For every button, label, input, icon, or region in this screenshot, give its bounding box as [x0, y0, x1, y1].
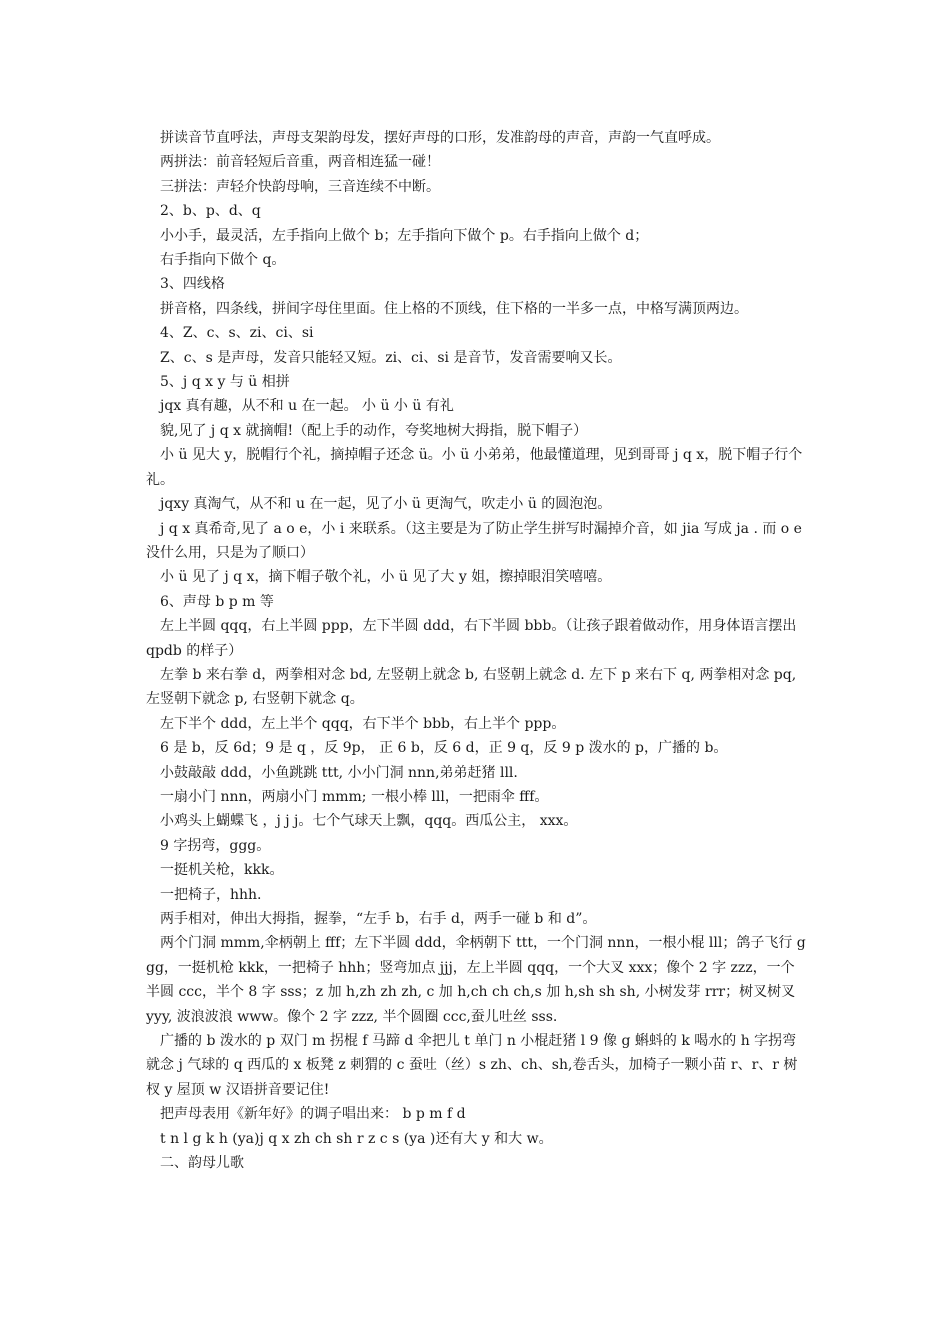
paragraph-10: Z、c、s 是声母，发音只能轻又短。zi、ci、si 是音节，发音需要响又长。 [160, 349, 622, 366]
paragraph-25: 小鸡头上蝴蝶飞 ，j j j。七个气球天上飘，qqq。西瓜公主， xxx。 [160, 813, 578, 830]
paragraph-4: 2、b、p、d、q [160, 203, 261, 220]
paragraph-23: 小鼓敲敲 ddd，小鱼跳跳 ttt, 小小门洞 nnn,弟弟赶猪 lll. [160, 764, 518, 781]
paragraph-33: t n l g k h (ya)j q x zh ch sh r z c s (ya )还有大 y 和大 w。 [160, 1130, 553, 1147]
paragraph-32: 把声母表用《新年好》的调子唱出来： b p m f d [160, 1106, 466, 1123]
paragraph-30: 两个门洞 mmm,伞柄朝上 fff；左下半圆 ddd，伞柄朝下 ttt，一个门洞 nnn，一根小棍 lll；鸽子飞行 ggg，一挺机枪 kkk，一把椅子 hhh；竖弯加点 jjj，左上半圆 qqq，一个大叉 xxx；像个 2 字 zzz，一个半圆 ccc，半个 8 字 sss；z 加 h,zh zh zh, c 加 h,ch ch ch,s 加 h,sh sh sh, 小树发芽 rrr；树叉树叉 yyy, 波浪波浪 www。像个 2 字 zzz, 半个圆圈 ccc,蚕儿吐丝 sss. [146, 935, 806, 1025]
paragraph-17: 小 ü 见了 j q x，摘下帽子敬个礼，小 ü 见了大 y 姐，擦掉眼泪笑嘻嘻。 [160, 569, 612, 586]
paragraph-31: 广播的 b 泼水的 p 双门 m 拐棍 f 马蹄 d 伞把儿 t 单门 n 小棍赶猪 l 9 像 g 蝌蚪的 k 喝水的 h 字拐弯就念 j 气球的 q 西瓜的 x 板凳 z 刺猬的 c 蚕吐（丝）s zh、ch、sh,卷舌头，加椅子一颗小苗 r、r、r 树杈 y 屋顶 w 汉语拼音要记住! [146, 1033, 798, 1098]
paragraph-15: jqxy 真淘气，从不和 u 在一起，见了小 ü 更淘气，吹走小 ü 的圆泡泡。 [160, 496, 612, 513]
paragraph-1: 拼读音节直呼法，声母支架韵母发，摆好声母的口形，发准韵母的声音，声韵一气直呼成。 [160, 130, 720, 146]
paragraph-21: 左下半个 ddd，左上半个 qqq，右下半个 bbb，右上半个 ppp。 [160, 715, 566, 732]
paragraph-22: 6 是 b，反 6d；9 是 q ，反 9p， 正 6 b，反 6 d，正 9 q，反 9 p 泼水的 p，广播的 b。 [160, 740, 728, 757]
paragraph-5: 小小手，最灵活，左手指向上做个 b；左手指向下做个 p。右手指向上做个 d； [160, 227, 649, 244]
paragraph-28: 一把椅子，hhh. [160, 886, 262, 903]
paragraph-13: 貌,见了 j q x 就摘帽!（配上手的动作，夸奖地树大拇指，脱下帽子） [160, 422, 588, 439]
paragraph-11: 5、j q x y 与 ü 相拼 [160, 374, 290, 391]
paragraph-3: 三拼法：声轻介快韵母响，三音连续不中断。 [160, 178, 440, 195]
paragraph-16: j q x 真希奇,见了 a o e，小 i 来联系。（这主要是为了防止学生拼写时漏掉介音，如 jia 写成 ja . 而 o e 没什么用，只是为了顺口） [146, 520, 802, 561]
paragraph-7: 3、四线格 [160, 276, 225, 293]
document-body [146, 126, 806, 1175]
paragraph-8: 拼音格，四条线，拼间字母住里面。住上格的不顶线，住下格的一半多一点，中格写满顶两边。 [160, 300, 748, 317]
paragraph-26: 9 字拐弯，ggg。 [160, 837, 271, 854]
paragraph-29: 两手相对，伸出大拇指，握拳，“左手 b，右手 d，两手一碰 b 和 d”。 [160, 911, 597, 927]
paragraph-19: 左上半圆 qqq，右上半圆 ppp，左下半圆 ddd，右下半圆 bbb。（让孩子跟着做动作，用身体语言摆出 qpdb 的样子） [146, 618, 797, 659]
paragraph-20: 左拳 b 来右拳 d，两拳相对念 bd, 左竖朝上就念 b, 右竖朝上就念 d. 左下 p 来右下 q, 两拳相对念 pq, 左竖朝下就念 p, 右竖朝下就念 q。 [146, 666, 797, 708]
paragraph-6: 右手指向下做个 q。 [160, 252, 286, 269]
paragraph-34: 二、韵母儿歌 [160, 1155, 244, 1172]
paragraph-24: 一扇小门 nnn，两扇小门 mmm; 一根小棒 lll，一把雨伞 fff。 [160, 788, 549, 805]
paragraph-14: 小 ü 见大 y，脱帽行个礼，摘掉帽子还念 ü。小 ü 小弟弟，他最懂道理，见到哥哥 j q x，脱下帽子行个礼。 [146, 447, 803, 488]
paragraph-9: 4、Z、c、s、zi、ci、si [160, 325, 314, 342]
paragraph-2: 两拼法：前音轻短后音重，两音相连猛一碰！ [160, 154, 440, 171]
paragraph-27: 一挺机关枪，kkk。 [160, 862, 284, 879]
paragraph-12: jqx 真有趣，从不和 u 在一起。 小 ü 小 ü 有礼 [160, 398, 454, 415]
paragraph-18: 6、声母 b p m 等 [160, 593, 274, 610]
